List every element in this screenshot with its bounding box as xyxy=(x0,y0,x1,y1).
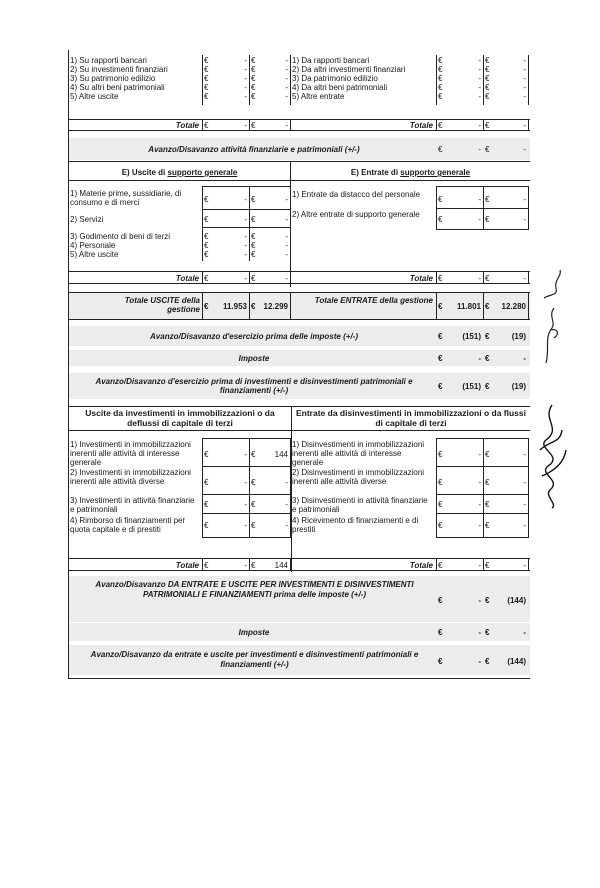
euro-sign: € xyxy=(204,232,209,241)
value-cell xyxy=(204,215,247,224)
value: - xyxy=(478,561,481,570)
value-cell xyxy=(438,596,481,605)
value: - xyxy=(285,195,288,204)
euro-sign: € xyxy=(438,65,443,74)
total-cell xyxy=(485,274,526,283)
euro-sign: € xyxy=(485,121,490,130)
euro-sign: € xyxy=(251,56,256,65)
euro-sign: € xyxy=(251,241,256,250)
value: - xyxy=(478,92,481,101)
row-label: 2) Investimenti in immobilizzazioni inerenti alle attività diverse xyxy=(70,468,191,486)
value: - xyxy=(478,657,481,666)
euro-sign: € xyxy=(204,561,209,570)
euro-sign: € xyxy=(251,83,256,92)
totale-label: Totale xyxy=(409,121,433,130)
value: - xyxy=(244,500,247,509)
euro-sign: € xyxy=(485,56,490,65)
totale-entrate-gestione-label: Totale ENTRATE della gestione xyxy=(314,296,433,305)
value: (19) xyxy=(511,382,526,391)
value: - xyxy=(244,521,247,530)
value: (144) xyxy=(507,596,526,605)
value-cell xyxy=(485,628,526,637)
value-cell xyxy=(438,302,481,311)
imposte-label: Imposte xyxy=(238,628,270,637)
value: - xyxy=(478,450,481,459)
euro-sign: € xyxy=(438,302,443,311)
totale-uscite-gestione-label: Totale USCITE della gestione xyxy=(124,296,200,314)
value-cell xyxy=(485,354,526,363)
value-cell xyxy=(485,450,526,459)
row-label: 3) Da patrimonio edilizio xyxy=(292,74,378,83)
signature-initials-image xyxy=(538,268,568,368)
top-left-col1 xyxy=(204,56,247,101)
euro-sign: € xyxy=(204,121,209,130)
value: 12.299 xyxy=(263,302,288,311)
value: - xyxy=(478,65,481,74)
value: - xyxy=(478,56,481,65)
value-cell xyxy=(251,478,288,487)
row-label: 1) Materie prime, sussidiarie, di consumo e di merci xyxy=(70,189,182,207)
value: - xyxy=(523,628,526,637)
euro-sign: € xyxy=(438,195,443,204)
totale-label: Totale xyxy=(409,561,433,570)
e-left-col1-lower xyxy=(204,232,247,259)
value: - xyxy=(244,92,247,101)
value: - xyxy=(244,74,247,83)
row-label: 3) Godimento di beni di terzi xyxy=(70,232,171,241)
value-cell xyxy=(485,382,526,391)
avanzo-ante-investimenti-label: Avanzo/Disavanzo d'esercizio prima di investimenti e disinvestimenti patrimoniali e finanziamenti (+/-) xyxy=(95,377,413,395)
row-label: 2) Disinvestimenti in immobilizzazioni inerenti alle attività diverse xyxy=(292,468,425,486)
euro-sign: € xyxy=(438,215,443,224)
row-label: 5) Altre uscite xyxy=(70,250,119,259)
row-label: 1) Entrate da distacco del personale xyxy=(292,190,421,199)
euro-sign: € xyxy=(485,274,490,283)
avanzo-finale-label: Avanzo/Disavanzo da entrate e uscite per investimenti e disinvestimenti patrimoniali e finanziamenti (+/-) xyxy=(90,650,419,669)
euro-sign: € xyxy=(251,65,256,74)
euro-sign: € xyxy=(485,500,490,509)
value-cell xyxy=(438,521,481,530)
value-cell xyxy=(438,332,481,341)
value: - xyxy=(523,521,526,530)
euro-sign: € xyxy=(485,478,490,487)
value: - xyxy=(523,215,526,224)
value: - xyxy=(523,92,526,101)
value: - xyxy=(523,56,526,65)
imposte-label: Imposte xyxy=(238,354,270,363)
value: - xyxy=(523,478,526,487)
value-cell xyxy=(485,657,526,666)
totale-label: Totale xyxy=(175,274,199,283)
value-cell xyxy=(251,521,288,530)
euro-sign: € xyxy=(204,450,209,459)
value: 144 xyxy=(274,450,288,459)
euro-sign: € xyxy=(485,450,490,459)
value-cell xyxy=(485,145,526,154)
title-underlined: supporto generale xyxy=(400,168,471,177)
value: - xyxy=(285,56,288,65)
row-label: 2) Servizi xyxy=(70,215,104,224)
value-cell xyxy=(204,500,247,509)
value-cell xyxy=(251,195,288,204)
value: - xyxy=(478,274,481,283)
euro-sign: € xyxy=(485,332,490,341)
value: - xyxy=(478,121,481,130)
value: - xyxy=(285,478,288,487)
euro-sign: € xyxy=(485,561,490,570)
avanzo-investimenti-label: Avanzo/Disavanzo DA ENTRATE E USCITE PER INVESTIMENTI E DISINVESTIMENTI PATRIMONIALI E FINANZIAMENTI prima delle imposte (+/-) xyxy=(95,580,414,599)
total-cell xyxy=(485,121,526,130)
euro-sign: € xyxy=(204,521,209,530)
euro-sign: € xyxy=(438,56,443,65)
euro-sign: € xyxy=(204,302,209,311)
euro-sign: € xyxy=(485,83,490,92)
euro-sign: € xyxy=(438,74,443,83)
value-cell xyxy=(438,145,481,154)
value: - xyxy=(478,478,481,487)
value: - xyxy=(244,83,247,92)
top-right-col1 xyxy=(438,56,481,101)
euro-sign: € xyxy=(251,478,256,487)
total-cell xyxy=(438,561,481,570)
signature-scribble-image xyxy=(532,400,572,510)
value-cell xyxy=(485,215,526,224)
euro-sign: € xyxy=(251,274,256,283)
euro-sign: € xyxy=(438,145,443,154)
totale-label: Totale xyxy=(175,121,199,130)
value: (144) xyxy=(507,657,526,666)
row-label: 3) Investimenti in attività finanziarie e patrimoniali xyxy=(70,496,195,514)
row-label: 4) Ricevimento di finanziamenti e di prestiti xyxy=(292,516,419,534)
total-cell xyxy=(204,561,247,570)
euro-sign: € xyxy=(438,657,443,666)
value: 12.280 xyxy=(501,302,526,311)
value: - xyxy=(244,478,247,487)
value: - xyxy=(244,561,247,570)
euro-sign: € xyxy=(485,354,490,363)
euro-sign: € xyxy=(485,521,490,530)
value-cell xyxy=(485,302,526,311)
title-part: E) Entrate di xyxy=(350,168,401,177)
euro-sign: € xyxy=(485,74,490,83)
euro-sign: € xyxy=(485,195,490,204)
row-label: 2) Su investimenti finanziari xyxy=(70,65,168,74)
value: - xyxy=(244,274,247,283)
value-cell xyxy=(204,521,247,530)
value-cell xyxy=(438,450,481,459)
euro-sign: € xyxy=(438,478,443,487)
value-cell xyxy=(485,478,526,487)
value-cell xyxy=(438,382,481,391)
euro-sign: € xyxy=(204,500,209,509)
value: - xyxy=(285,92,288,101)
value: 144 xyxy=(274,561,288,570)
value: - xyxy=(244,232,247,241)
euro-sign: € xyxy=(204,74,209,83)
euro-sign: € xyxy=(251,74,256,83)
euro-sign: € xyxy=(204,195,209,204)
euro-sign: € xyxy=(251,250,256,259)
value: (151) xyxy=(462,332,481,341)
euro-sign: € xyxy=(438,561,443,570)
value-cell xyxy=(485,596,526,605)
row-label: 2) Da altri investimenti finanziari xyxy=(292,65,406,74)
total-cell xyxy=(204,121,247,130)
inv-left-title: Uscite da investimenti in immobilizzazioni o da deflussi di capitale di terzi xyxy=(85,408,275,428)
euro-sign: € xyxy=(204,65,209,74)
value-cell xyxy=(251,500,288,509)
value: - xyxy=(244,121,247,130)
euro-sign: € xyxy=(204,56,209,65)
value: - xyxy=(244,65,247,74)
value: - xyxy=(478,500,481,509)
value: - xyxy=(285,74,288,83)
euro-sign: € xyxy=(204,92,209,101)
value: - xyxy=(244,241,247,250)
value: (19) xyxy=(511,332,526,341)
row-label: 1) Da rapporti bancari xyxy=(292,56,370,65)
value: - xyxy=(244,250,247,259)
value-cell xyxy=(251,302,288,311)
e-left-col2-lower xyxy=(251,232,288,259)
value: 11.801 xyxy=(456,302,481,311)
euro-sign: € xyxy=(438,83,443,92)
value-cell xyxy=(438,195,481,204)
euro-sign: € xyxy=(251,195,256,204)
value: - xyxy=(523,65,526,74)
value: - xyxy=(523,274,526,283)
value: - xyxy=(478,596,481,605)
euro-sign: € xyxy=(438,500,443,509)
value-cell xyxy=(204,478,247,487)
total-cell xyxy=(485,561,526,570)
row-label: 1) Su rapporti bancari xyxy=(70,56,147,65)
value: - xyxy=(285,521,288,530)
value-cell xyxy=(204,302,247,311)
euro-sign: € xyxy=(251,450,256,459)
row-label: 2) Altre entrate di supporto generale xyxy=(292,210,420,219)
title-underlined: supporto generale xyxy=(167,168,238,177)
row-label: 3) Disinvestimenti in attività finanziarie e patrimoniali xyxy=(292,496,428,514)
title-part: E) Uscite di xyxy=(121,168,168,177)
value: - xyxy=(478,145,481,154)
value-cell xyxy=(485,521,526,530)
euro-sign: € xyxy=(485,65,490,74)
value-cell xyxy=(438,657,481,666)
value: - xyxy=(523,354,526,363)
avanzo-finanziarie-label: Avanzo/Disavanzo attività finanziarie e patrimoniali (+/-) xyxy=(148,145,360,154)
total-cell xyxy=(251,121,288,130)
euro-sign: € xyxy=(438,450,443,459)
total-cell xyxy=(204,274,247,283)
row-label: 4) Su altri beni patrimoniali xyxy=(70,83,165,92)
row-label: 1) Investimenti in immobilizzazioni inerenti alle attività di interesse generale xyxy=(70,440,191,467)
sec-e-right-title xyxy=(291,168,530,177)
totale-label: Totale xyxy=(409,274,433,283)
value: - xyxy=(244,215,247,224)
euro-sign: € xyxy=(438,382,443,391)
euro-sign: € xyxy=(438,596,443,605)
value: - xyxy=(523,500,526,509)
value: - xyxy=(478,215,481,224)
euro-sign: € xyxy=(485,92,490,101)
euro-sign: € xyxy=(204,250,209,259)
euro-sign: € xyxy=(485,302,490,311)
value: - xyxy=(523,145,526,154)
euro-sign: € xyxy=(438,274,443,283)
euro-sign: € xyxy=(204,478,209,487)
euro-sign: € xyxy=(438,628,443,637)
euro-sign: € xyxy=(485,382,490,391)
value: - xyxy=(244,195,247,204)
value: - xyxy=(285,121,288,130)
value: - xyxy=(285,215,288,224)
value: - xyxy=(478,521,481,530)
value: - xyxy=(285,65,288,74)
euro-sign: € xyxy=(438,121,443,130)
value: - xyxy=(523,121,526,130)
euro-sign: € xyxy=(438,332,443,341)
euro-sign: € xyxy=(485,657,490,666)
euro-sign: € xyxy=(204,274,209,283)
value: - xyxy=(523,83,526,92)
euro-sign: € xyxy=(251,500,256,509)
euro-sign: € xyxy=(485,145,490,154)
value-cell xyxy=(204,195,247,204)
value: - xyxy=(523,450,526,459)
total-cell xyxy=(251,274,288,283)
value-cell xyxy=(485,332,526,341)
euro-sign: € xyxy=(251,92,256,101)
value-cell xyxy=(438,628,481,637)
value: (151) xyxy=(462,382,481,391)
value-cell xyxy=(251,215,288,224)
value-cell xyxy=(251,450,288,459)
euro-sign: € xyxy=(251,561,256,570)
value: - xyxy=(478,628,481,637)
value: - xyxy=(523,195,526,204)
top-right-labels xyxy=(292,56,432,101)
value: - xyxy=(285,232,288,241)
euro-sign: € xyxy=(251,302,256,311)
value: - xyxy=(478,74,481,83)
top-right-col2 xyxy=(485,56,526,101)
value: 11.953 xyxy=(222,302,247,311)
euro-sign: € xyxy=(251,215,256,224)
value: - xyxy=(478,354,481,363)
euro-sign: € xyxy=(204,215,209,224)
value: - xyxy=(285,274,288,283)
value-cell xyxy=(204,450,247,459)
value: - xyxy=(244,450,247,459)
row-label: 4) Rimborso di finanziamenti per quota capitale e di prestiti xyxy=(70,516,186,534)
value: - xyxy=(478,83,481,92)
row-label: 5) Altre uscite xyxy=(70,92,119,101)
value: - xyxy=(523,561,526,570)
euro-sign: € xyxy=(204,83,209,92)
row-label: 1) Disinvestimenti in immobilizzazioni inerenti alle attività di interesse generale xyxy=(292,440,425,467)
euro-sign: € xyxy=(485,596,490,605)
totale-label: Totale xyxy=(175,561,199,570)
row-label: 3) Su patrimonio edilizio xyxy=(70,74,156,83)
euro-sign: € xyxy=(485,628,490,637)
value: - xyxy=(244,56,247,65)
avanzo-ante-imposte-label: Avanzo/Disavanzo d'esercizio prima delle imposte (+/-) xyxy=(150,332,358,341)
value: - xyxy=(523,74,526,83)
value-cell xyxy=(438,500,481,509)
total-cell xyxy=(438,121,481,130)
value: - xyxy=(285,241,288,250)
value: - xyxy=(478,195,481,204)
euro-sign: € xyxy=(251,232,256,241)
sec-e-left-title xyxy=(69,168,290,177)
row-label: 4) Da altri beni patrimoniali xyxy=(292,83,388,92)
total-cell xyxy=(251,561,288,570)
value-cell xyxy=(438,215,481,224)
euro-sign: € xyxy=(251,521,256,530)
value-cell xyxy=(485,500,526,509)
inv-right-title: Entrate da disinvestimenti in immobilizzazioni o da flussi di capitale di terzi xyxy=(295,408,526,428)
euro-sign: € xyxy=(485,215,490,224)
value-cell xyxy=(485,195,526,204)
euro-sign: € xyxy=(251,121,256,130)
row-label: 5) Altre entrate xyxy=(292,92,345,101)
row-label: 4) Personale xyxy=(70,241,116,250)
euro-sign: € xyxy=(204,241,209,250)
value: - xyxy=(285,250,288,259)
value: - xyxy=(285,500,288,509)
value-cell xyxy=(438,478,481,487)
total-cell xyxy=(438,274,481,283)
euro-sign: € xyxy=(438,92,443,101)
top-left-col2 xyxy=(251,56,288,101)
value-cell xyxy=(438,354,481,363)
value: - xyxy=(285,83,288,92)
euro-sign: € xyxy=(438,354,443,363)
top-left-labels xyxy=(70,56,200,101)
euro-sign: € xyxy=(438,521,443,530)
